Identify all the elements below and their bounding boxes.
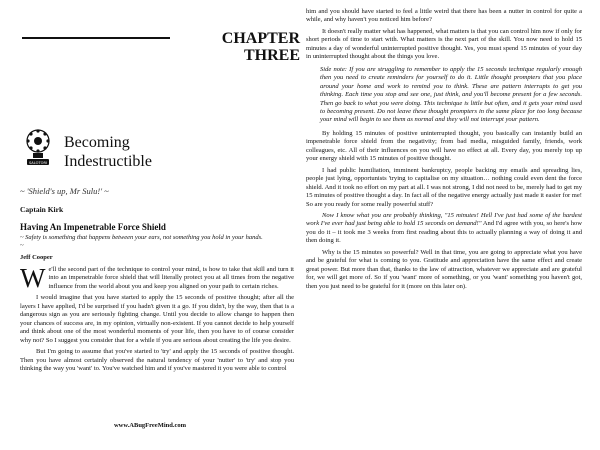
paragraph: It doesn't really matter what has happened, what matters is that you can control him now if only for short periods of time to start with. What matters is the next part of the skill. You now need to hold 15 minutes a day of wonderful uninterrupted positive thought. Yes, you must spend 15 minutes of your day in uninterrupted thought about the things you love. xyxy=(306,27,582,61)
chapter-line-1: CHAPTER xyxy=(221,30,300,47)
header-rule xyxy=(22,37,170,39)
lightbulb-logo-icon xyxy=(24,127,52,169)
chapter-line-2: THREE xyxy=(243,47,300,64)
paragraph: I would imagine that you have started to apply the 15 seconds of positive thought; after all the layers I have applied, I'd be surprised if you hadn't given it a go. If you didn't, by the way, then that is a dangerous sign as you are seriously fighting change. Until you decide to allow change to happen then your chances of success are, in my opinion, virtually non-existent. If you cannot decide to help yourself and think about one of the most wonderful moments of your life, then you have to of course consider why not? So I suggest you consider that for a while if you are serious about creating the life you desire. xyxy=(20,294,294,344)
paragraph: I had public humiliation, imminent bankruptcy, people backing my emails and spreading lies, people just lying, opportunists 'trying to capitalise on my situation… nothing could even dent the force shield. And it took no effort on my part at all. I was not strong, I did not need to be, merely had to get my 15 minutes of positive thought a day. In fact all of the negative energy actually just made it easier for me! So are you ready for some really powerful stuff? xyxy=(306,166,582,208)
section-heading: Having An Impenetrable Force Shield xyxy=(20,222,166,232)
paragraph: Why is the 15 minutes so powerful? Well in that time, you are going to appreciate what you have and be grateful for what is coming to you. Gratitude and appreciation have the same effect and create great power. But more than that, thanks to the law of attraction, whatever we appreciate and are grateful for, we will get more of. So if you 'want' more of something, or you 'want' something you haven't got, then you just need to be grateful for it (more on this later on). xyxy=(306,248,582,290)
paragraph-text: And I'd agree with you, so here's how you do it – it took me 3 weeks from first reading about this to actually planning a way of doing it and then doing it. xyxy=(306,220,582,245)
title-line-2: Indestructible xyxy=(64,153,152,170)
chapter-title xyxy=(64,133,152,171)
right-body-text xyxy=(306,8,582,294)
left-body-text xyxy=(20,263,294,376)
paragraph-italic-text: Now I know what you are probably thinking, "15 minutes! Hell I've just had some of the hardest work I've ever had just being able to hold 15 seconds on demand!" xyxy=(306,211,582,228)
paragraph xyxy=(20,263,294,293)
paragraph: him and you should have started to feel a little weird that there has been a nutter in control for quite a while, and why haven't you noticed him before? xyxy=(306,8,582,24)
epigraph-quote: ~ 'Shield's up, Mr Sulu!' ~ xyxy=(20,186,109,196)
paragraph: By holding 15 minutes of positive uninterrupted thought, you basically can instantly build an impenetrable force shield from the negativity; from bad media, misguided family, friends, work colleagues, etc. All of their influences on you will have no effect at all. Every day, you merely top up your energy shield with 15 minutes of positive thought. xyxy=(306,129,582,163)
epigraph-author: Captain Kirk xyxy=(20,205,64,214)
logo-text: SALOTORI xyxy=(28,160,48,165)
side-note: Side note: If you are struggling to remember to apply the 15 seconds technique regularly enough then you need to create reminders for yourself to do it. Little thought prompters that you place around your home and work to remind you to think. These are pattern interrupts to get you thinking. Each time you stop and see one, just think, and you'll become present for a few seconds. Then go back to what you were doing. This technique is little but often, and it gets your mind used to becoming present. Do not leave these thought prompters in the same place for too long because your mind will begin to see them as normal and they will not interrupt your pattern. xyxy=(320,65,582,124)
drop-cap: W xyxy=(20,263,46,293)
section-quote-author: Jeff Cooper xyxy=(20,254,53,261)
section-quote-text: ~ Safety is something that happens between your ears, not something you hold in your hands. xyxy=(20,234,263,241)
section-quote xyxy=(20,234,290,250)
chapter-heading xyxy=(200,30,300,64)
paragraph: But I'm going to assume that you've started to 'try' and apply the 15 seconds of positive thought. Then you have almost certainly observed the natural tendency of your 'nutter' to 'try' and stop you thinking the way you 'want' to. You've watched him and if you've mastered it you were able to control xyxy=(20,348,294,372)
paragraph-text: e'll the second part of the technique to control your mind, is how to take that skill and turn it into an impenetrable force shield that will literally protect you at all times from the negative influence from the world about you and keep you aligned on your path to certain riches. xyxy=(48,266,294,290)
title-line-1: Becoming xyxy=(64,134,130,151)
footer-url: www.ABugFreeMind.com xyxy=(113,422,187,429)
section-quote-tilde: ~ xyxy=(20,242,24,249)
paragraph xyxy=(306,212,582,246)
